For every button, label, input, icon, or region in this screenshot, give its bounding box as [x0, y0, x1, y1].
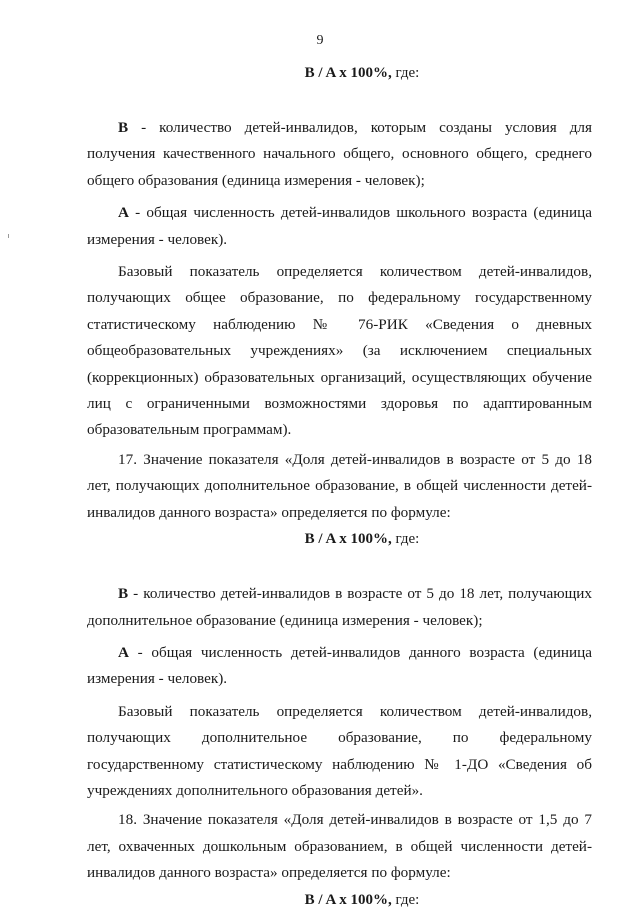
- formula-2-tail: где:: [391, 531, 420, 548]
- formula-1-tail: где:: [391, 65, 420, 81]
- variable-a: А: [118, 204, 129, 222]
- page-number: 9: [316, 33, 324, 48]
- definition-b-1-text: - количество детей-инвалидов, которым созданы условия для получения качественного начального общего, основного общего, среднего общего образования (единица измерения - человек);: [87, 119, 592, 189]
- definition-a-2: [87, 640, 592, 693]
- formula-3-tail: где:: [391, 891, 420, 908]
- definition-b-2-text: - количество детей-инвалидов в возрасте от 5 до 18 лет, получающих дополнительное образование (единица измерения - человек);: [87, 585, 592, 629]
- formula-1-expr: B / A x 100%,: [304, 65, 392, 81]
- variable-b: B: [118, 585, 129, 603]
- base-indicator-paragraph-1: Базовый показатель определяется количеством детей-инвалидов, получающих общее образование, по федеральному государственному статистическому наблюдению № 76-РИК «Сведения о дневных общеобразовательных учреждениях» (за исключением специальных (коррекционных) образовательных организаций, осуществляющих обучение лиц с ограниченными возможностями здоровья по адаптированным образовательным программам).: [87, 263, 592, 439]
- definition-b-2: [87, 581, 592, 634]
- definition-a-1-text: - общая численность детей-инвалидов школьного возраста (единица измерения - человек).: [87, 204, 592, 248]
- formula-3: [118, 887, 592, 913]
- definition-a-2-text: - общая численность детей-инвалидов данного возраста (единица измерения - человек).: [87, 643, 592, 688]
- formula-3-expr: B / A x 100%,: [304, 891, 392, 908]
- item-18-paragraph: 18. Значение показателя «Доля детей-инвалидов в возрасте от 1,5 до 7 лет, охваченных дошкольным образованием, в общей численности детей-инвалидов данного возраста» определяется по формуле:: [87, 811, 592, 882]
- item-17-paragraph: 17. Значение показателя «Доля детей-инвалидов в возрасте от 5 до 18 лет, получающих дополнительное образование, в общей численности детей-инвалидов данного возраста» определяется по формуле:: [87, 450, 592, 521]
- formula-2-expr: B / A x 100%,: [304, 531, 392, 548]
- definition-a-1: [87, 200, 592, 253]
- definition-b-1: [87, 115, 592, 194]
- formula-1: [118, 60, 592, 86]
- document-body: [87, 60, 592, 913]
- variable-b: B: [118, 119, 129, 136]
- base-indicator-paragraph-2: Базовый показатель определяется количеством детей-инвалидов, получающих дополнительное образование, по федеральному государственному статистическому наблюдению № 1-ДО «Сведения об учреждениях дополнительного образования детей».: [87, 702, 592, 799]
- margin-mark: [8, 234, 9, 238]
- formula-2: [118, 526, 592, 552]
- variable-a: А: [118, 643, 129, 661]
